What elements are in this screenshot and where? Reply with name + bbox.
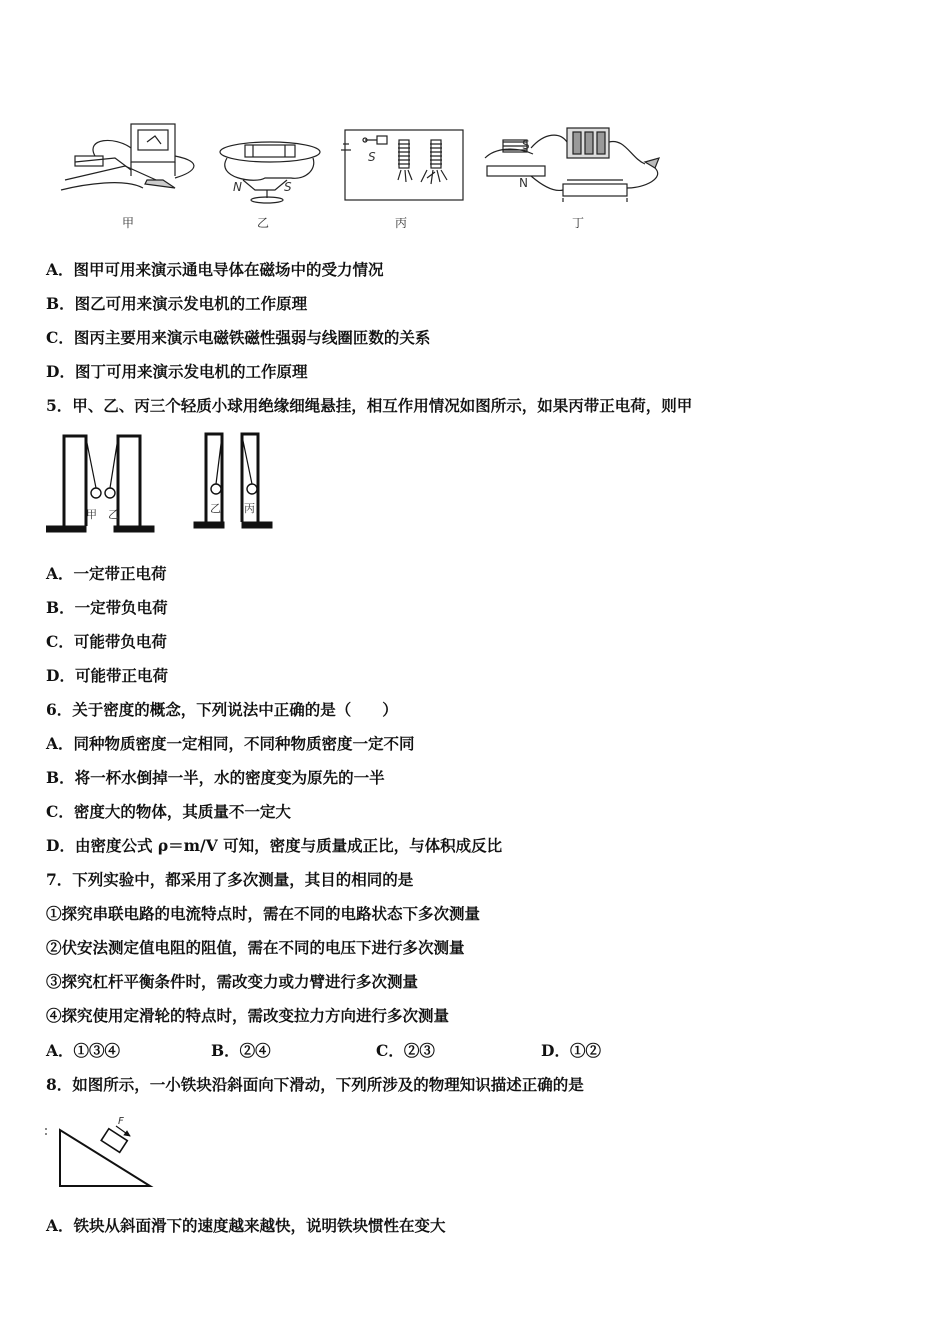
q7-stem: 7．下列实验中，都采用了多次测量，其目的相同的是 (46, 870, 414, 889)
q7-option-b: B．②④ (211, 1041, 271, 1060)
q6-option-b: B．将一杯水倒掉一半，水的密度变为原先的一半 (46, 768, 385, 787)
q7-item-3: ③探究杠杆平衡条件时，需改变力或力臂进行多次测量 (46, 972, 419, 991)
q4-option-a: A．图甲可用来演示通电导体在磁场中的受力情况 (46, 260, 384, 279)
figure-q8-incline (44, 1118, 156, 1190)
q6-stem: 6．关于密度的概念，下列说法中正确的是（ ） (46, 700, 398, 719)
pendulum-drawings (46, 432, 286, 536)
q5-stem: 5．甲、乙、丙三个轻质小球用绝缘细绳悬挂，相互作用情况如图所示，如果丙带正电荷，则甲 (46, 396, 693, 415)
q7-item-2: ②伏安法测定值电阻的阻值，需在不同的电压下进行多次测量 (46, 938, 465, 957)
q4-option-b: B．图乙可用来演示发电机的工作原理 (46, 294, 308, 313)
caption-bing: 丙 (395, 216, 408, 230)
q7-item-4: ④探究使用定滑轮的特点时，需改变拉力方向进行多次测量 (46, 1006, 450, 1025)
figure-label-yi-n: N (233, 180, 242, 194)
figure-label-ding-n: N (519, 176, 528, 190)
figure-q4-apparatus (55, 118, 675, 233)
caption-jia: 甲 (122, 216, 135, 230)
q5-option-a: A．一定带正电荷 (46, 564, 167, 583)
q5-option-d: D．可能带正电荷 (46, 666, 168, 685)
q6-option-c: C．密度大的物体，其质量不一定大 (46, 802, 291, 821)
q7-option-c: C．②③ (376, 1041, 435, 1060)
figure-label-yi-s: S (284, 180, 292, 194)
figure-jia (61, 124, 194, 190)
q6-option-a: A．同种物质密度一定相同，不同种物质密度一定不同 (46, 734, 415, 753)
figure-q5-pendulums (46, 432, 286, 536)
figure-label-ding-s: S (522, 138, 530, 152)
incline-drawing (44, 1118, 156, 1190)
q4-option-c: C．图丙主要用来演示电磁铁磁性强弱与线圈匝数的关系 (46, 328, 431, 347)
q7-option-a: A．①③④ (46, 1041, 121, 1060)
label-force-f: F (118, 1116, 124, 1127)
caption-ding: 丁 (572, 216, 585, 230)
q5-option-b: B．一定带负电荷 (46, 598, 168, 617)
label-ball-jia: 甲 (86, 508, 97, 521)
figure-bing (341, 130, 463, 200)
q7-option-d: D．①② (541, 1041, 601, 1060)
q8-stem: 8．如图所示，一小铁块沿斜面向下滑动，下列所涉及的物理知识描述正确的是 (46, 1075, 584, 1094)
label-ball-bing: 丙 (244, 502, 255, 515)
q4-option-d: D．图丁可用来演示发电机的工作原理 (46, 362, 308, 381)
figure-label-bing-s: S (368, 150, 376, 164)
q5-option-c: C．可能带负电荷 (46, 632, 167, 651)
figure-ding (485, 128, 659, 202)
q8-option-a: A．铁块从斜面滑下的速度越来越快，说明铁块惯性在变大 (46, 1216, 446, 1235)
caption-yi: 乙 (257, 216, 270, 230)
label-ball-yi-right: 乙 (210, 502, 221, 515)
q6-option-d: D．由密度公式 ρ＝m/V 可知，密度与质量成正比，与体积成反比 (46, 836, 503, 855)
label-ball-yi-left: 乙 (108, 508, 119, 521)
q7-item-1: ①探究串联电路的电流特点时，需在不同的电路状态下多次测量 (46, 904, 481, 923)
